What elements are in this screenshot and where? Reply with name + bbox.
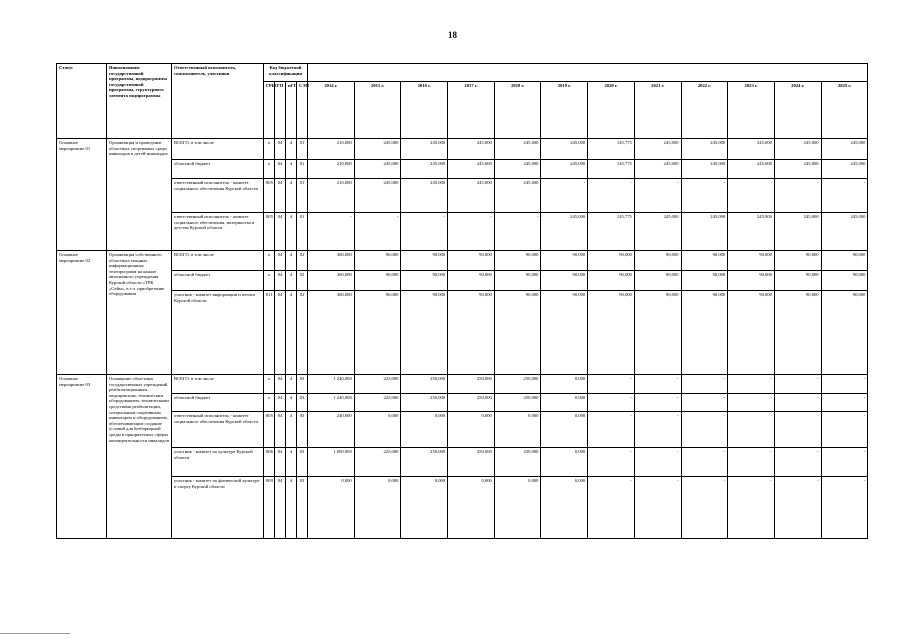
row-value: 90,000	[354, 251, 401, 271]
row-code: 805	[264, 213, 275, 251]
row-value: -	[821, 477, 868, 539]
row-value: 90,000	[401, 251, 448, 271]
row-code: 811	[264, 291, 275, 375]
row-value: -	[494, 213, 541, 251]
row-value: -	[448, 213, 495, 251]
row-code: 01	[297, 139, 308, 160]
row-name: Организация и проведение областных спортивных среди инвалидов и детей-инвалидов	[107, 139, 172, 251]
row-value: -	[681, 412, 728, 448]
row-value: 245,000	[681, 213, 728, 251]
row-value: 90,000	[821, 291, 868, 375]
row-code: х	[264, 139, 275, 160]
row-value: 360,000	[308, 291, 355, 375]
header-year-10: 2024 г.	[774, 82, 821, 139]
row-executor: участник - комитет по физической культуре и спорту Курской области	[172, 477, 264, 539]
header-year-11: 2025 г.	[821, 82, 868, 139]
row-value: 245,000	[354, 179, 401, 213]
row-code: 4	[286, 271, 297, 291]
row-value: -	[541, 179, 588, 213]
row-value: 245,000	[821, 160, 868, 179]
row-code: 805	[264, 412, 275, 448]
row-value: -	[681, 179, 728, 213]
row-code: х	[264, 251, 275, 271]
row-value: -	[681, 394, 728, 412]
row-value: -	[588, 412, 635, 448]
row-executor: участник - комитет по культуре Курской области	[172, 448, 264, 477]
row-value: -	[634, 375, 681, 394]
table-row	[57, 213, 868, 251]
table-row	[57, 477, 868, 539]
row-value: 90,000	[728, 251, 775, 271]
row-value: 0,000	[354, 477, 401, 539]
row-code: 805	[264, 179, 275, 213]
row-code: 03	[297, 375, 308, 394]
row-value: 250,000	[494, 448, 541, 477]
row-value: 0,000	[448, 412, 495, 448]
row-value: -	[588, 375, 635, 394]
row-code: 04	[275, 139, 286, 160]
header-year-3: 2017 г.	[448, 82, 495, 139]
row-value: 0,000	[541, 412, 588, 448]
header-year-7: 2021 г.	[634, 82, 681, 139]
row-value: 250,000	[494, 375, 541, 394]
row-executor: областной бюджет	[172, 271, 264, 291]
row-value: 90,000	[588, 251, 635, 271]
row-code: 04	[275, 291, 286, 375]
header-code-3: СЭП	[297, 82, 308, 139]
row-value: -	[588, 448, 635, 477]
row-code: 4	[286, 375, 297, 394]
row-value: -	[821, 179, 868, 213]
row-code: 04	[275, 448, 286, 477]
row-value: 245,000	[448, 139, 495, 160]
row-value: 90,000	[588, 291, 635, 375]
table-row	[57, 160, 868, 179]
row-value: -	[634, 477, 681, 539]
row-value: 210,000	[308, 139, 355, 160]
row-code: 809	[264, 477, 275, 539]
row-code: 04	[275, 412, 286, 448]
row-value: 250,000	[448, 375, 495, 394]
row-value: 245,000	[448, 160, 495, 179]
row-value: 245,000	[821, 213, 868, 251]
row-value: 0,000	[354, 412, 401, 448]
header-status: Статус	[57, 64, 107, 139]
row-code: 4	[286, 412, 297, 448]
row-value: -	[821, 394, 868, 412]
row-value: -	[588, 394, 635, 412]
row-value: 245,000	[354, 160, 401, 179]
row-code: 03	[297, 477, 308, 539]
header-executor: Ответственный исполнитель, соисполнитель, участники	[172, 64, 264, 139]
row-status: Основное мероприятие 01	[57, 139, 107, 251]
row-value: 245,000	[634, 139, 681, 160]
row-value: 90,000	[354, 291, 401, 375]
row-value: 245,000	[821, 139, 868, 160]
table-row	[57, 448, 868, 477]
row-value: 0,000	[541, 394, 588, 412]
row-value: 245,000	[728, 213, 775, 251]
row-code: х	[264, 271, 275, 291]
row-value: 225,000	[354, 394, 401, 412]
row-code: 04	[275, 394, 286, 412]
header-year-2: 2016 г.	[401, 82, 448, 139]
header-year-8: 2022 г.	[681, 82, 728, 139]
row-name: Организация собственного областных мощных информационных телепрограмм на канале автономного учреждения Курской области «ТРК «Сейм», в т.ч. приобретение оборудования	[107, 251, 172, 375]
row-code: 04	[275, 271, 286, 291]
row-value: -	[821, 375, 868, 394]
row-value: 90,000	[448, 291, 495, 375]
row-value: -	[588, 179, 635, 213]
row-value: 90,000	[448, 271, 495, 291]
header-code-2: пГП	[286, 82, 297, 139]
table-row	[57, 394, 868, 412]
row-value: 90,000	[774, 251, 821, 271]
row-value: 245,000	[541, 160, 588, 179]
row-code: 03	[297, 394, 308, 412]
row-value: 90,000	[494, 271, 541, 291]
row-code: 02	[297, 251, 308, 271]
row-value: 245,000	[634, 213, 681, 251]
row-value: 245,000	[448, 179, 495, 213]
row-value: -	[774, 448, 821, 477]
row-value: 250,000	[401, 375, 448, 394]
row-value: 90,000	[634, 291, 681, 375]
row-value: 1 240,000	[308, 375, 355, 394]
row-value: 0,000	[401, 477, 448, 539]
row-code: 04	[275, 160, 286, 179]
header-year-9: 2023 г.	[728, 82, 775, 139]
row-code: 03	[297, 448, 308, 477]
row-value: -	[774, 179, 821, 213]
row-code: 01	[297, 179, 308, 213]
header-code-1: ГП	[275, 82, 286, 139]
row-value: 90,000	[494, 251, 541, 271]
row-value: -	[401, 213, 448, 251]
row-value: 250,000	[401, 448, 448, 477]
row-code: 01	[297, 160, 308, 179]
row-value: 245,000	[634, 160, 681, 179]
row-value: 0,000	[494, 412, 541, 448]
row-code: 4	[286, 160, 297, 179]
row-code: 04	[275, 213, 286, 251]
row-value: 245,000	[494, 160, 541, 179]
header-name: Наименование государственной программы, подпрограммы государственной программы, структурного элемента подпрограммы	[107, 64, 172, 139]
row-value: 0,000	[541, 448, 588, 477]
row-value: 90,000	[821, 271, 868, 291]
row-value: 90,000	[728, 291, 775, 375]
row-value: 90,000	[354, 271, 401, 291]
row-value: 245,000	[401, 139, 448, 160]
table-row	[57, 179, 868, 213]
row-code: 04	[275, 251, 286, 271]
table-row	[57, 251, 868, 271]
footer-line	[0, 633, 70, 634]
row-value: -	[728, 412, 775, 448]
row-executor: участник - комитет информации и печати Курской области	[172, 291, 264, 375]
row-code: 806	[264, 448, 275, 477]
row-value: -	[588, 477, 635, 539]
row-code: 03	[297, 412, 308, 448]
header-year-0: 2014 г.	[308, 82, 355, 139]
row-value: 90,000	[541, 251, 588, 271]
row-value: 250,000	[401, 394, 448, 412]
row-value: 90,000	[681, 271, 728, 291]
table-row	[57, 291, 868, 375]
row-name: Оснащение областных государственных учреждений реабилитационным, медицинским, техническим оборудованием, техническими средствами реабилитации, специальным спортивным инвентарем и оборудованием, обеспечивающим создание условий для безбарьерной среды в приоритетных сферах жизнедеятельности инвалидов	[107, 375, 172, 539]
row-code: 01	[297, 213, 308, 251]
row-value: -	[774, 375, 821, 394]
row-value: 225,000	[354, 448, 401, 477]
header-code-0: ГРБС	[264, 82, 275, 139]
header-budget-code: Код бюджетной классификации	[264, 64, 308, 82]
row-value: 90,000	[728, 271, 775, 291]
row-value: -	[821, 412, 868, 448]
row-value: 90,000	[774, 291, 821, 375]
budget-table	[56, 63, 868, 539]
row-value: -	[308, 213, 355, 251]
row-value: 90,000	[541, 291, 588, 375]
row-value: -	[728, 179, 775, 213]
row-value: 1 000,000	[308, 448, 355, 477]
header-year-6: 2020 г.	[588, 82, 635, 139]
row-code: 4	[286, 291, 297, 375]
row-code: х	[264, 394, 275, 412]
row-code: 4	[286, 448, 297, 477]
row-value: 250,000	[448, 448, 495, 477]
row-value: 225,000	[354, 375, 401, 394]
row-value: 245,000	[494, 179, 541, 213]
row-value: 245,000	[541, 213, 588, 251]
row-value: -	[634, 412, 681, 448]
table-row	[57, 375, 868, 394]
row-code: 4	[286, 179, 297, 213]
row-value: 240,000	[308, 412, 355, 448]
row-executor: областной бюджет	[172, 160, 264, 179]
row-code: 02	[297, 291, 308, 375]
row-value: 90,000	[634, 251, 681, 271]
row-code: 4	[286, 139, 297, 160]
row-value: 0,000	[541, 477, 588, 539]
row-code: 02	[297, 271, 308, 291]
row-executor: ВСЕГО, в том числе	[172, 251, 264, 271]
header-years-group	[308, 64, 868, 82]
row-executor: ВСЕГО, в том числе	[172, 375, 264, 394]
row-value: 90,000	[821, 251, 868, 271]
row-code: 04	[275, 375, 286, 394]
row-value: -	[681, 477, 728, 539]
row-code: 04	[275, 477, 286, 539]
row-code: 04	[275, 179, 286, 213]
row-value: 245,000	[728, 160, 775, 179]
row-value: 245,000	[681, 160, 728, 179]
row-code: х	[264, 375, 275, 394]
row-value: 0,000	[494, 477, 541, 539]
row-value: 245,000	[494, 139, 541, 160]
row-value: 245,000	[681, 139, 728, 160]
row-value: 245,000	[774, 213, 821, 251]
row-value: 90,000	[494, 291, 541, 375]
page-number: 18	[448, 30, 457, 40]
row-executor: ответственный исполнитель - комитет социального обеспечения, материнства и детства Курской области	[172, 213, 264, 251]
row-value: 0,000	[401, 412, 448, 448]
row-code: х	[264, 160, 275, 179]
table-row	[57, 139, 868, 160]
row-value: -	[681, 448, 728, 477]
row-value: 90,000	[401, 271, 448, 291]
row-executor: ответственный исполнитель - комитет социального обеспечения Курской области	[172, 179, 264, 213]
row-value: 90,000	[588, 271, 635, 291]
row-value: 90,000	[634, 271, 681, 291]
row-value: -	[774, 412, 821, 448]
row-value: -	[634, 448, 681, 477]
row-value: -	[634, 394, 681, 412]
row-value: 0,000	[541, 375, 588, 394]
row-value: 360,000	[308, 271, 355, 291]
row-value: 245,000	[774, 160, 821, 179]
row-code: 4	[286, 394, 297, 412]
table-row	[57, 271, 868, 291]
header-year-1: 2015 г.	[354, 82, 401, 139]
row-code: 4	[286, 477, 297, 539]
row-value: 90,000	[774, 271, 821, 291]
row-value: 245,000	[354, 139, 401, 160]
row-value: 250,000	[448, 394, 495, 412]
row-executor: ответственный исполнитель - комитет социального обеспечения Курской области	[172, 412, 264, 448]
row-status: Основное мероприятие 02	[57, 251, 107, 375]
row-value: 145,775	[588, 160, 635, 179]
row-value: 245,000	[541, 139, 588, 160]
row-value: -	[681, 375, 728, 394]
row-value: 245,000	[401, 160, 448, 179]
row-value: -	[774, 477, 821, 539]
row-executor: ВСЕГО, в том числе	[172, 139, 264, 160]
row-value: 0,000	[448, 477, 495, 539]
row-value: -	[728, 394, 775, 412]
header-year-4: 2018 г.	[494, 82, 541, 139]
row-status: Основное мероприятие 03	[57, 375, 107, 539]
row-value: 245,000	[401, 179, 448, 213]
row-value: 210,000	[308, 179, 355, 213]
row-value: 145,775	[588, 139, 635, 160]
row-code: 4	[286, 213, 297, 251]
row-value: 90,000	[401, 291, 448, 375]
row-value: -	[354, 213, 401, 251]
row-value: -	[634, 179, 681, 213]
row-value: 90,000	[681, 291, 728, 375]
row-executor: областной бюджет	[172, 394, 264, 412]
row-value: 90,000	[681, 251, 728, 271]
row-value: 90,000	[448, 251, 495, 271]
header-year-5: 2019 г.	[541, 82, 588, 139]
row-value: -	[728, 375, 775, 394]
row-value: -	[728, 448, 775, 477]
row-value: -	[821, 448, 868, 477]
row-value: 360,000	[308, 251, 355, 271]
row-value: 0,000	[308, 477, 355, 539]
table-row	[57, 412, 868, 448]
row-value: 90,000	[541, 271, 588, 291]
row-value: 145,775	[588, 213, 635, 251]
row-value: -	[728, 477, 775, 539]
row-value: 245,000	[728, 139, 775, 160]
row-value: 245,000	[774, 139, 821, 160]
row-code: 4	[286, 251, 297, 271]
row-value: 250,000	[494, 394, 541, 412]
row-value: -	[774, 394, 821, 412]
row-value: 210,000	[308, 160, 355, 179]
row-value: 1 240,000	[308, 394, 355, 412]
